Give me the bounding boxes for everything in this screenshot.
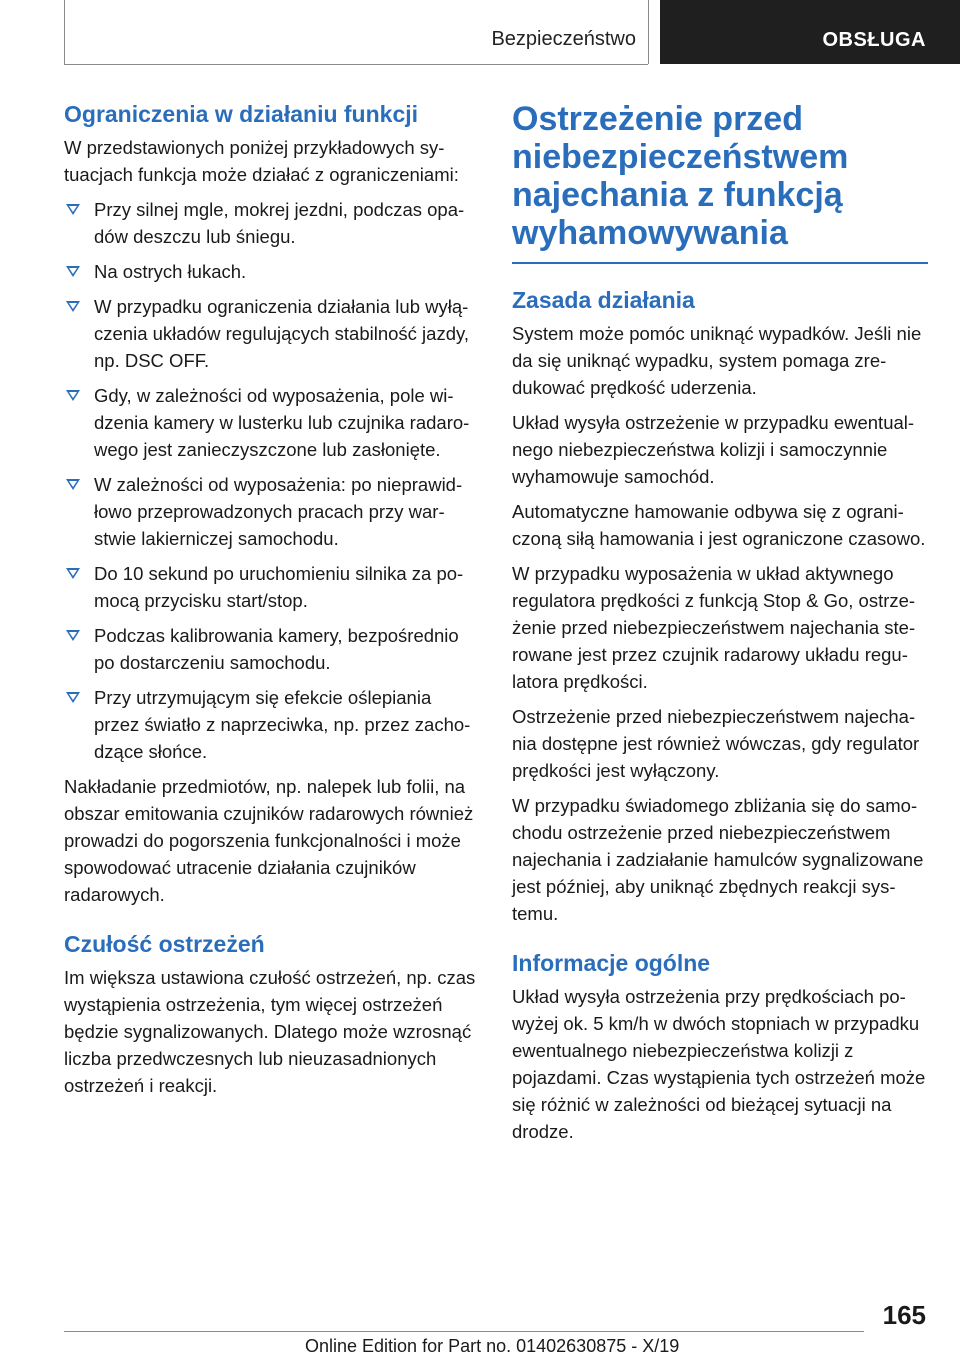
triangle-bullet-icon: [66, 204, 80, 215]
list-item-text: Na ostrych łukach.: [94, 261, 247, 282]
paragraph-general-info: Układ wysyła ostrzeżenia przy prędkościach powyżej ok. 5 km/h w dwóch stopniach w przypadku ewentualnego niebezpieczeństwa kolizji z pojazdami. Czas wystąpienia tych ostrzeżeń może się różnić w zależności od bieżącej sytuacji na drodze.: [512, 986, 926, 1142]
header-chapter-tab: [660, 0, 960, 64]
title-rule: [512, 262, 928, 264]
triangle-bullet-icon: [66, 630, 80, 641]
triangle-bullet-icon: [66, 568, 80, 579]
list-item: [64, 293, 480, 374]
paragraph: System może pomóc uniknąć wypadków. Jeśli nie da się uniknąć wypadku, system pomaga zredukować prędkość uderzenia.: [512, 323, 922, 398]
list-item-text: W zależności od wyposażenia: po nieprawidłowo przeprowadzonych pracach przy warstwie lakierniczej samochodu.: [94, 474, 463, 549]
header-left-rule: [64, 0, 65, 64]
chapter-title: Ostrzeżenie przed niebezpieczeństwem najechania z funkcją wyhamowywania: [512, 100, 849, 252]
list-item-text: W przypadku ograniczenia działania lub wyłączenia układów regulujących stabilność jazdy, np. DSC OFF.: [94, 296, 469, 371]
list-item: [64, 471, 480, 552]
triangle-bullet-icon: [66, 301, 80, 312]
heading-limitations: Ograniczenia w działaniu funkcji: [64, 101, 419, 127]
list-item: [64, 382, 480, 463]
list-item-text: Przy silnej mgle, mokrej jezdni, podczas opadów deszczu lub śniegu.: [94, 199, 465, 247]
paragraph-radar-obstruction: Nakładanie przedmiotów, np. nalepek lub folii, na obszar emitowania czujników radarowych również prowadzi do pogorszenia funkcjonalności i może spowodować utracenie działania czujników radarowych.: [64, 776, 474, 905]
page-number: 165: [882, 1300, 926, 1330]
list-item-text: Do 10 sekund po uruchomieniu silnika za pomocą przycisku start/stop.: [94, 563, 464, 611]
list-item: [64, 684, 480, 765]
list-item-text: Podczas kalibrowania kamery, bezpośrednio po dostarczeniu samochodu.: [94, 625, 459, 673]
header-section-title: Bezpieczeństwo: [491, 28, 636, 50]
list-item: [64, 196, 480, 250]
paragraph: W przypadku wyposażenia w układ aktywnego regulatora prędkości z funkcją Stop & Go, ostrzeżenie przed niebezpieczeństwem najechania sterowane jest przez czujnik radarowy układu regulatora prędkości.: [512, 563, 916, 692]
heading-sensitivity: Czułość ostrzeżeń: [64, 931, 265, 957]
list-item: [64, 622, 480, 676]
list-item-text: Przy utrzymującym się efekcie oślepiania przez światło z naprzeciwka, np. przez zachodzące słońce.: [94, 687, 471, 762]
footer-rule: [64, 1331, 864, 1332]
heading-principle: Zasada działania: [512, 287, 695, 313]
paragraph: Ostrzeżenie przed niebezpieczeństwem najechania dostępne jest również wówczas, gdy regulator prędkości jest wyłączony.: [512, 706, 920, 781]
triangle-bullet-icon: [66, 692, 80, 703]
limitations-list: [64, 196, 480, 765]
list-item: [64, 258, 480, 285]
footer-edition: Online Edition for Part no. 01402630875 - X/19: [305, 1336, 680, 1356]
paragraph-sensitivity: Im większa ustawiona czułość ostrzeżeń, np. czas wystąpienia ostrzeżenia, tym więcej ostrzeżeń będzie sygnalizowanych. Dlatego może wzrosnąć liczba przedwczesnych lub nieuzasadnionych ostrzeżeń i reakcji.: [64, 967, 476, 1096]
limitations-intro: W przedstawionych poniżej przykładowych sytuacjach funkcja może działać z ograniczeniami:: [64, 137, 459, 185]
paragraph: Układ wysyła ostrzeżenie w przypadku ewentualnego niebezpieczeństwa kolizji i samoczynnie wyhamowuje samochód.: [512, 412, 915, 487]
left-column: [64, 100, 480, 1107]
header-bottom-rule: [64, 64, 648, 65]
header-divider: [648, 0, 649, 64]
chapter-tab-label: OBSŁUGA: [822, 29, 926, 51]
heading-general-info: Informacje ogólne: [512, 950, 711, 976]
paragraph: Automatyczne hamowanie odbywa się z ograniczoną siłą hamowania i jest ograniczone czasowo.: [512, 501, 926, 549]
right-column: [512, 100, 928, 1153]
list-item-text: Gdy, w zależności od wyposażenia, pole widzenia kamery w lusterku lub czujnika radarowego jest zanieczyszczone lub zasłonięte.: [94, 385, 470, 460]
paragraph: W przypadku świadomego zbliżania się do samochodu ostrzeżenie przed niebezpieczeństwem najechania i zadziałanie hamulców sygnalizowane jest później, aby uniknąć zbędnych reakcji systemu.: [512, 795, 924, 924]
triangle-bullet-icon: [66, 390, 80, 401]
triangle-bullet-icon: [66, 266, 80, 277]
triangle-bullet-icon: [66, 479, 80, 490]
list-item: [64, 560, 480, 614]
